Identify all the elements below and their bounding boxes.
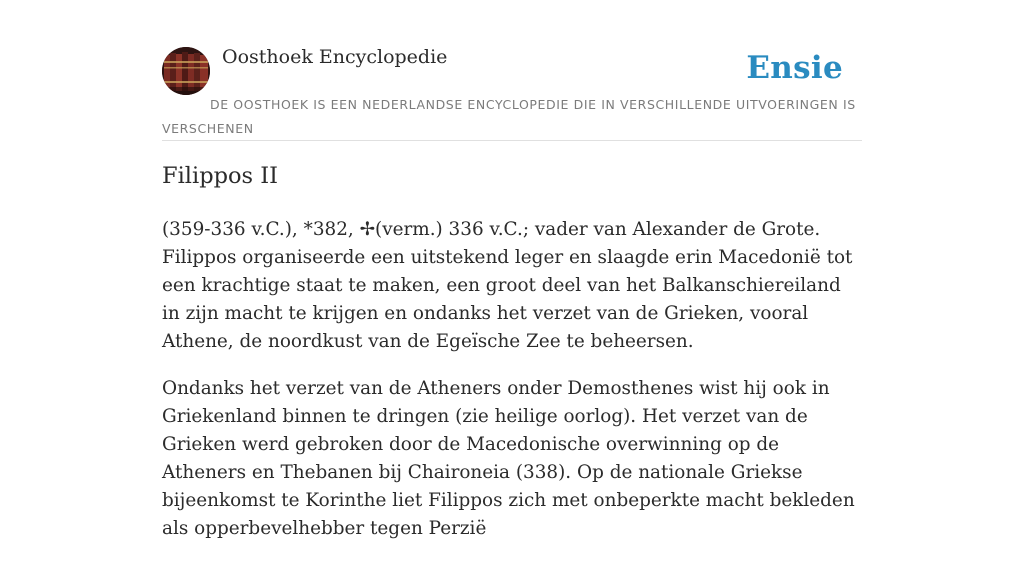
- article-title: Filippos II: [162, 163, 279, 189]
- encyclopedia-books-icon: [162, 47, 210, 95]
- page: [162, 0, 862, 539]
- article-paragraph: (359-336 v.C.), *382, ✢(verm.) 336 v.C.; vader van Alexander de Grote. Filippos organiseerde een uitstekend leger en slaagde erin Macedonië tot een krachtige staat te maken, een groot deel van het Balkanschiereiland in zijn macht te krijgen en ondanks het verzet van de Grieken, vooral Athene, de noordkust van de Egeïsche Zee te beheersen.: [162, 219, 853, 352]
- brand-logo[interactable]: Ensie: [746, 50, 843, 86]
- article-paragraph: Ondanks het verzet van de Atheners onder Demosthenes wist hij ook in Griekenland binnen te dringen (zie heilige oorlog). Het verzet van de Grieken werd gebroken door de Macedonische overwinning op de Atheners en Thebanen bij Chaironeia (338). Op de nationale Griekse bijeenkomst te Korinthe liet Filippos zich met onbeperkte macht bekleden als opperbevelhebber tegen Perzië: [162, 378, 855, 539]
- publication-tagline: DE OOSTHOEK IS EEN NEDERLANDSE ENCYCLOPEDIE DIE IN VERSCHILLENDE UITVOERINGEN IS VERSCHENEN: [162, 97, 856, 136]
- avatar[interactable]: [162, 47, 210, 95]
- header: [162, 0, 862, 141]
- article-body: [162, 216, 864, 562]
- publication-name[interactable]: Oosthoek Encyclopedie: [222, 46, 448, 68]
